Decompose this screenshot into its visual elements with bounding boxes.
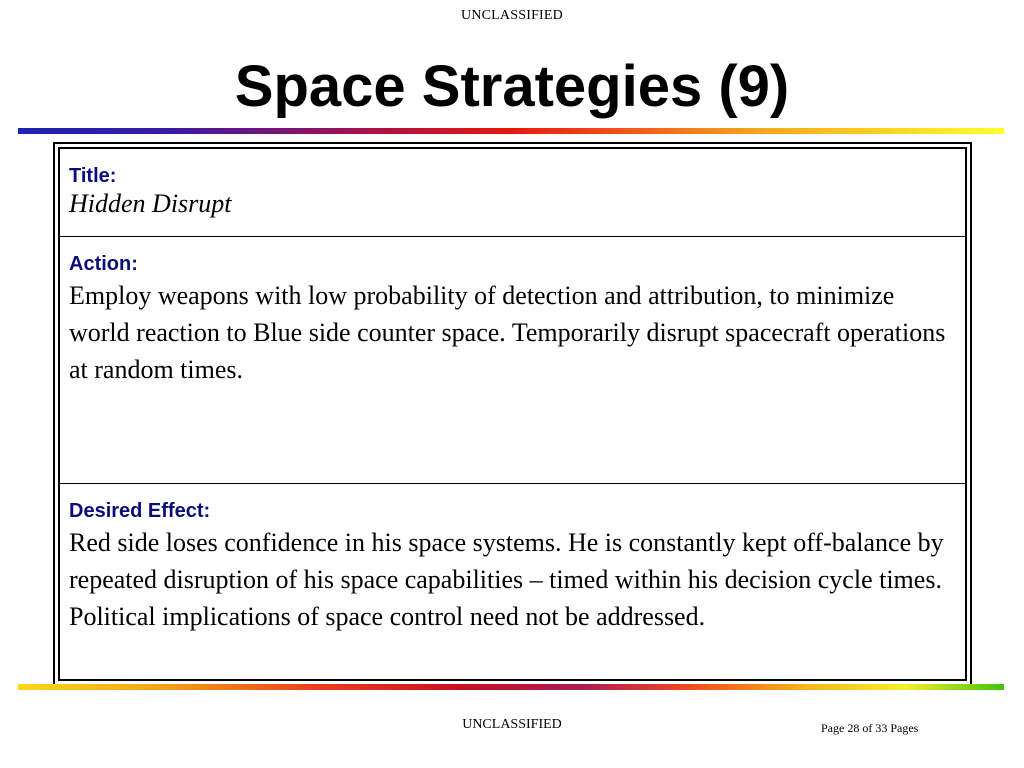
action-value: Employ weapons with low probability of detection and attribution, to minimize world reaction to Blue side counter space. Temporarily disrupt spacecraft operations at random times. — [69, 281, 946, 384]
action-cell — [60, 236, 965, 483]
desired-effect-cell — [60, 483, 965, 679]
title-label: Title: — [69, 165, 117, 187]
strategy-table-inner — [58, 147, 967, 681]
page-number: Page 28 of 33 Pages — [821, 721, 919, 735]
desired-effect-value: Red side loses confidence in his space systems. He is constantly kept off-balance by repeated disruption of his space capabilities – timed within his decision cycle times. Political implications of space control need not be addressed. — [69, 528, 944, 631]
strategy-table — [53, 142, 972, 686]
gradient-divider-bottom — [18, 684, 1004, 690]
gradient-divider-top — [18, 128, 1004, 134]
classification-banner-bottom: UNCLASSIFIED — [462, 717, 562, 732]
slide-title: Space Strategies (9) — [234, 54, 790, 119]
title-cell — [60, 149, 965, 236]
title-value: Hidden Disrupt — [69, 189, 232, 218]
action-label: Action: — [69, 253, 138, 275]
desired-effect-label: Desired Effect: — [69, 500, 211, 522]
classification-banner-top: UNCLASSIFIED — [461, 8, 563, 23]
